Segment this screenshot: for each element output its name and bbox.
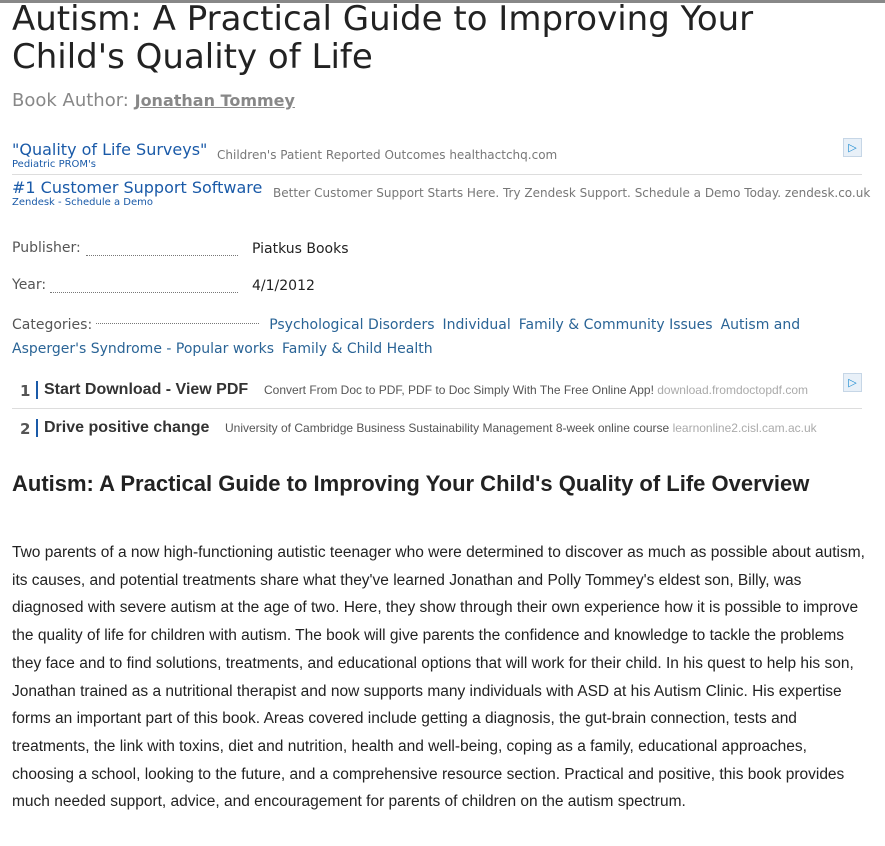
category-link[interactable]: Individual bbox=[442, 317, 511, 333]
category-link[interactable]: Autism and Asperger's Syndrome - Popular works bbox=[12, 317, 801, 357]
ad-link-2[interactable]: #1 Customer Support Software bbox=[12, 178, 263, 197]
ad-bar-1 bbox=[36, 381, 38, 399]
categories-leader bbox=[96, 323, 259, 324]
author-link[interactable]: Jonathan Tommey bbox=[134, 91, 295, 110]
categories-label: Categories: bbox=[12, 317, 93, 333]
ad-choices-icon[interactable]: ▷ bbox=[843, 138, 862, 157]
ad-number-1: 1 bbox=[20, 382, 31, 400]
category-link[interactable]: Psychological Disorders bbox=[269, 317, 435, 333]
publisher-label: Publisher: bbox=[12, 240, 81, 256]
category-link[interactable]: Family & Community Issues bbox=[518, 317, 713, 333]
author-row bbox=[12, 90, 295, 111]
ad-domain-1: download.fromdoctopdf.com bbox=[657, 383, 808, 397]
year-label: Year: bbox=[12, 277, 47, 293]
author-label: Book Author: bbox=[12, 90, 129, 111]
publisher-leader bbox=[86, 254, 238, 256]
ad-bar-2 bbox=[36, 419, 38, 437]
categories bbox=[12, 313, 832, 361]
page-title: Autism: A Practical Guide to Improving Your Child's Quality of Life bbox=[12, 0, 754, 77]
year-leader bbox=[50, 291, 238, 293]
ad-sub-2[interactable]: Zendesk - Schedule a Demo bbox=[12, 197, 153, 208]
ad-text-2: University of Cambridge Business Sustainability Management 8-week online course bbox=[225, 421, 670, 435]
ad-desc-2[interactable]: Better Customer Support Starts Here. Try Zendesk Support. Schedule a Demo Today. zendesk.co.uk bbox=[273, 186, 871, 200]
ad-desc-numbered-1[interactable] bbox=[264, 383, 808, 397]
overview-heading: Autism: A Practical Guide to Improving Your Child's Quality of Life Overview bbox=[12, 471, 810, 496]
ad-link-1[interactable]: "Quality of Life Surveys" bbox=[12, 140, 208, 159]
ad-number-2: 2 bbox=[20, 420, 31, 438]
ad-title-2[interactable]: Drive positive change bbox=[44, 419, 210, 436]
ad-title-1[interactable]: Start Download - View PDF bbox=[44, 381, 249, 398]
ad-separator bbox=[12, 408, 862, 409]
year-value: 4/1/2012 bbox=[252, 278, 315, 294]
publisher-value: Piatkus Books bbox=[252, 241, 349, 257]
category-link[interactable]: Family & Child Health bbox=[282, 341, 433, 357]
ad-desc-1[interactable]: Children's Patient Reported Outcomes healthactchq.com bbox=[217, 148, 558, 162]
ad-separator bbox=[12, 174, 862, 175]
ad-domain-2: learnonline2.cisl.cam.ac.uk bbox=[672, 421, 817, 435]
overview-text: Two parents of a now high-functioning autistic teenager who were determined to discover as much as possible about autism, its causes, and potential treatments share what they've learned Jonathan and Polly Tommey's eldest son, Billy, was diagnosed with severe autism at the age of two. Here, they show through their own experience how it is possible to improve the quality of life for children with autism. The book will give parents the confidence and knowledge to tackle the problems they face and to find solutions, treatments, and educational options that will work for their child. In his quest to help his son, Jonathan trained as a nutritional therapist and now supports many individuals with ASD at his Autism Clinic. His expertise forms an important part of this book. Areas covered include getting a diagnosis, the gut-brain connection, tests and treatments, the link with toxins, diet and nutrition, health and well-being, coping as a family, educational approaches, choosing a school, looking to the future, and a comprehensive resource section. Practical and positive, this book provides much needed support, advice, and encouragement for parents of children on the autism spectrum. bbox=[12, 544, 865, 811]
ad-sub-1[interactable]: Pediatric PROM's bbox=[12, 159, 97, 170]
ad-text-1: Convert From Doc to PDF, PDF to Doc Simply With The Free Online App! bbox=[264, 383, 654, 397]
ad-choices-icon[interactable]: ▷ bbox=[843, 373, 862, 392]
ad-desc-numbered-2[interactable] bbox=[225, 421, 817, 435]
